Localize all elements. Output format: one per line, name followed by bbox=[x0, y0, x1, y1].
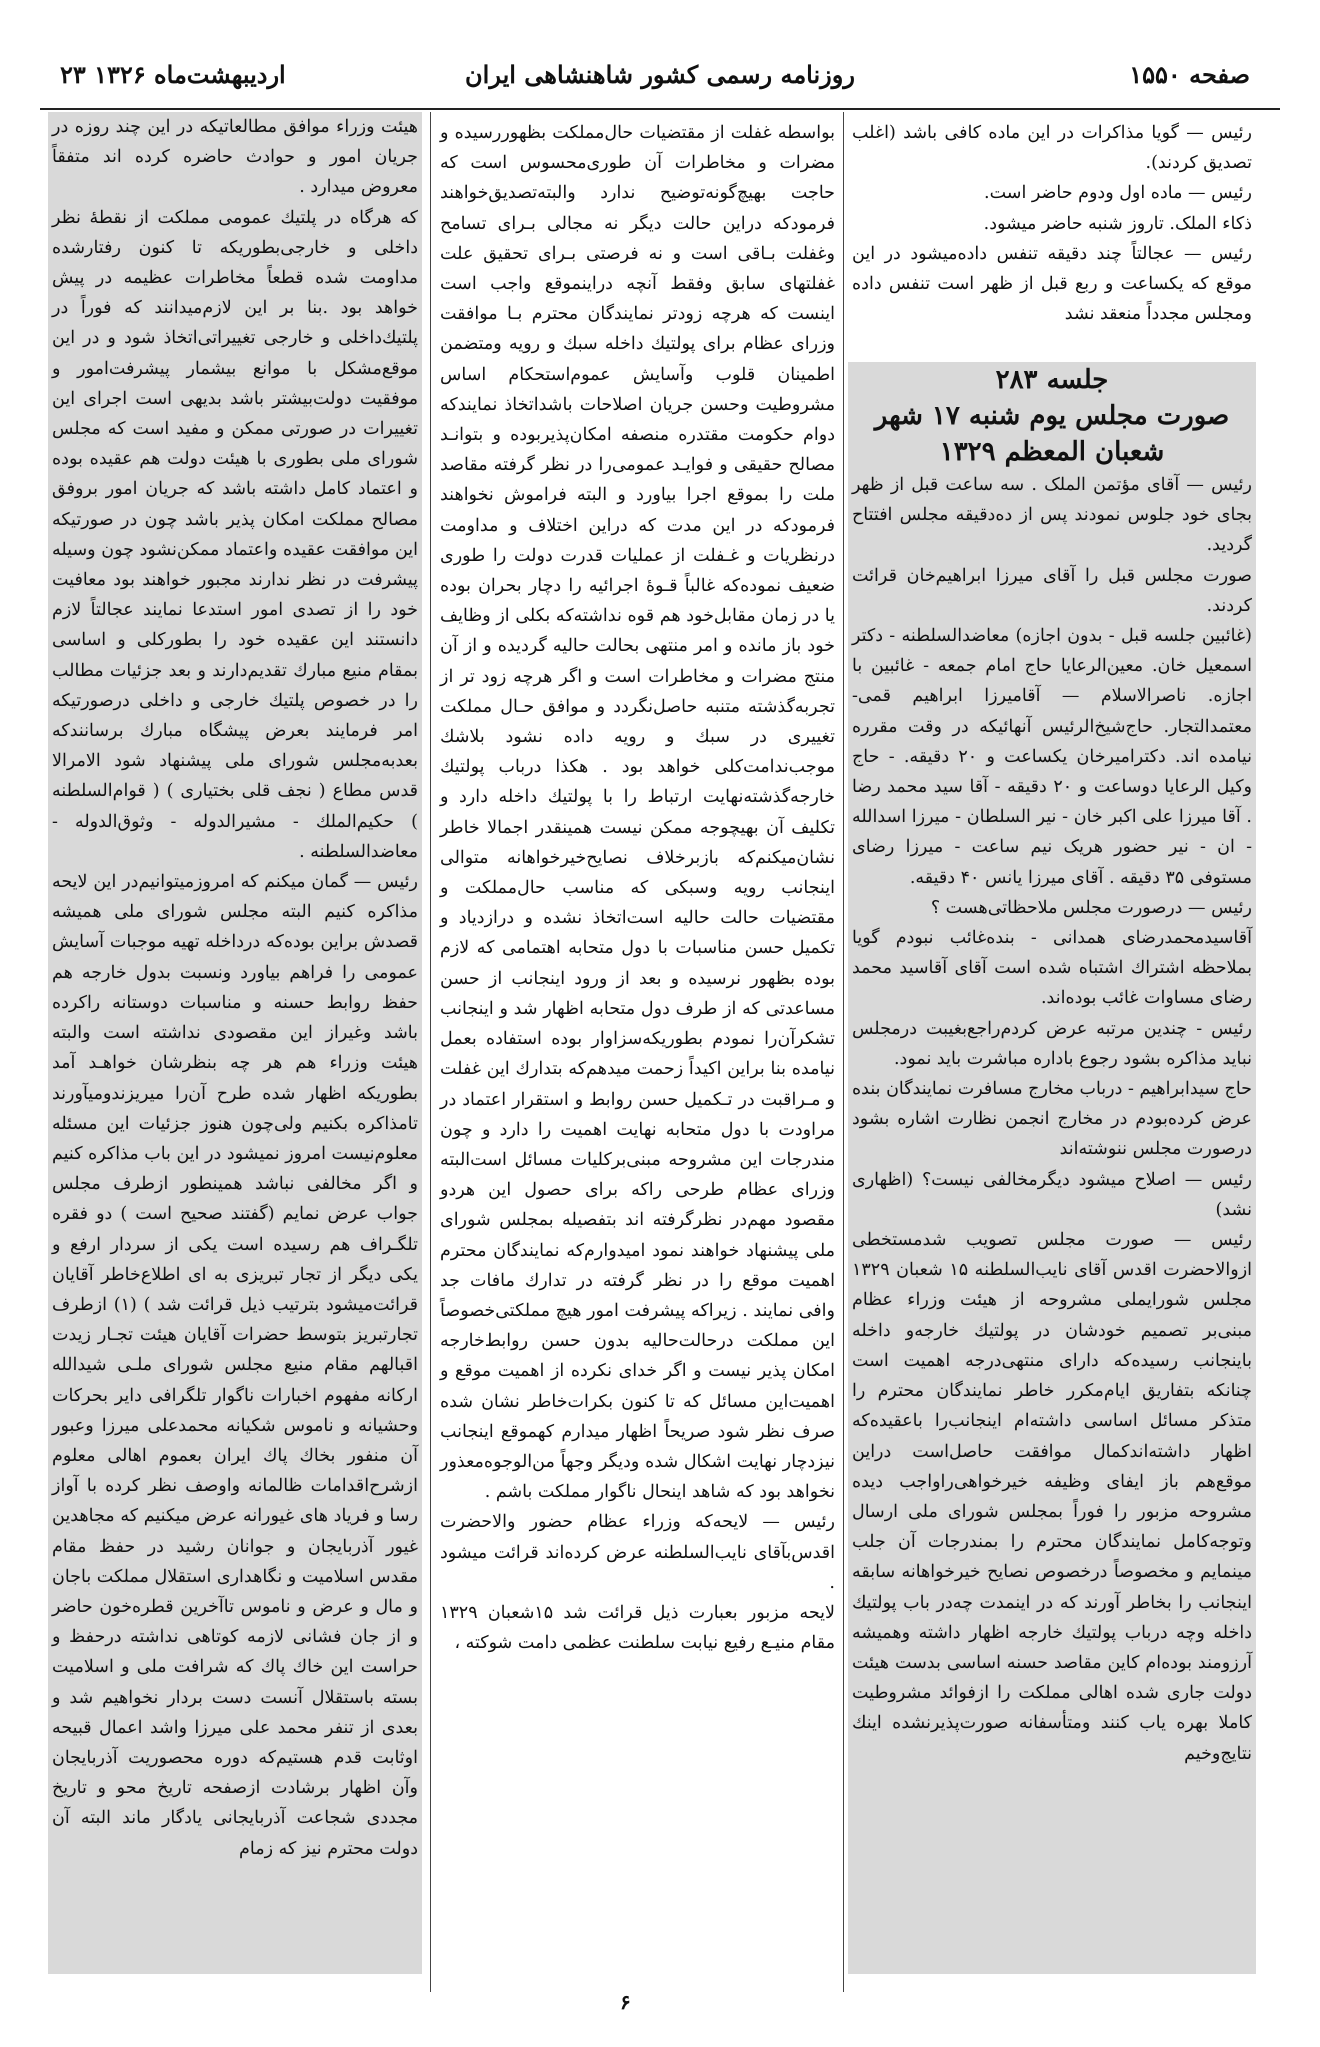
paragraph: حاج سیدابراهیم - درباب مخارج مسافرت نمایندگان بنده عرض کرده‌بودم در مخارج انجمن نظارت اشاره بشود درصورت مجلس ننوشته‌اند bbox=[852, 1079, 1252, 1160]
paragraph: رئیس — عجالتاً چند دقیقه تنفس داده‌میشود در این موقع که یکساعت و ربع قبل از ظهر است تنفس داده ومجلس مجدداً منعقد نشد bbox=[852, 243, 1252, 325]
column-divider bbox=[843, 112, 844, 1992]
column-divider bbox=[430, 112, 431, 1992]
issue-date: ۲۳ اردیبهشت‌ماه ۱۳۲۶ bbox=[60, 60, 286, 89]
paragraph: هیئت وزراء موافق مطالعاتیکه در این چند روزه در جریان امور و حوادث حاضره کرده اند متفقاً معروض میدارد . bbox=[52, 117, 418, 198]
paragraph: رئیس — درصورت مجلس ملاحظاتی‌هست ؟ bbox=[930, 897, 1252, 918]
column-left bbox=[48, 112, 422, 1974]
newspaper-title: روزنامه رسمی کشور شاهنشاهی ایران bbox=[465, 60, 855, 89]
paragraph: رئیس — لایحه‌که وزراء عظام حضور والاحضرت اقدس‌بآقای نایب‌السلطنه عرض کرده‌اند قرائت میشود . bbox=[440, 1512, 835, 1593]
header-rule bbox=[40, 108, 1280, 110]
paragraph: بواسطه غفلت از مقتضیات حال‌مملکت بظهوررسیده و مضرات و مخاطرات آن طوری‌محسوس است که حاجت بهیچ‌گونه‌توضیح ندارد والبته‌تصدیق‌خواهند فرمودکه دراین حالت دیگر نه مجالی بـرای تسامح وغفلت بـاقی است و نه فرصتی بـرای تحقیق علت غفلتهای سابق وفقط آنچه دراینموقع واجب است اینست که هرچه زودتر نمایندگان محترم بـا موافقت وزرای عظام برای پولتیك داخله سبك و رویه ومتضمن اطمینان قلوب وآسایش عموم‌استحکام اساس مشروطیت وحسن جریان اصلاحات باشداتخاذ نمایندکه دوام حکومت مقتدره منصفه امکان‌پذیربوده و بتوانـد مصالح حقیقی و فوایـد عمومی‌را در نظر گرفته مقاصد ملت را بموقع اجرا بیاورد و البته فراموش نخواهند فرمودکه در این مدت که دراین اختلاف و مداومت درنظریات و غـفلت از عملیات قدرت دولت را طوری ضعیف نموده‌که غالباً قـوهٔ اجرائیه را دچار بحران بوده یا در زمان مقابل‌خود هم قوه نداشته‌که بکلی از وظایف خود باز مانده و امر منتهی بحالت حالیه گردیده‌ و از آن منتج مضرات و مخاطرات است‌ ‌‌و اگر هرچه زود تر از تجربه‌گذشته متنبه حاصل‌نگردد و موافق حـال مملکت تغییری در سبك و رویه داده نشود بلاشك موجب‌ندامت‌کلی خواهد بود . هکذا درباب پولتیك خارجه‌گذشته‌نهایت ارتباط را با پولتیك داخله دارد و تکلیف آن بهیچوجه ممکن نیست همینقدر اجمالا خاطر نشان‌میکنم‌که بازبرخلاف نصایح‌خیرخواهانه متوالی اینجانب رویه وسبکی که مناسب حال‌مملکت و مقتضیات حالت حالیه است‌اتخاذ نشده و درازدیاد و تکمیل حسن مناسبات با دول متحابه اهتمامی که لازم بوده بظهور نرسیده و بعد از ورود اینجانب از حسن مساعدتی که از طرف دول متحابه اظهار شد و اینجانب تشکرآن‌را نمودم بطوریکه‌سزاوار بوده استفاده بعمل نیامده بنا براین اکیداً زحمت میدهم‌که بتدارك این غفلت و مـراقبت در تـکمیل حسن روابط و استقرار اعتماد در مراودت با دول متحابه نهایت اهمیت را دارد و چون مندرجات این مشروحه مبنی‌برکلیات مسائل است‌البته وزرای عظام طرحی را‌که برای حصول این هردو مقصود مهم‌در نظرگرفته اند بتفصیله بمجلس شورای ملی پیشنهاد خواهند نمود امیدوارم‌که نمایندگان محترم اهمیت موقع را در نظر گرفته در تدارك مافات جد وافی نمایند . زیراکه پیشرفت امور هیچ مملکتی‌خصوصاً این مملکت درحالت‌حالیه بدون حسن روابط‌خارجه امکان پذیر نیست و اگر خدای نکرده از اهمیت موقع و اهمیت‌این مسائل که تا کنون بکرات‌خاطر نشان شده صرف نظر شود صریحاً اظهار میدارم کهموقع اینجانب نیزدچار نهایت اشکال شده ودیگر وجهاً من‌الوجوه‌معذور نخواهد بود که شاهد اینحال ناگوار مملکت باشم . bbox=[440, 123, 835, 1503]
page-label: صفحه ۱۵۵۰ bbox=[1129, 60, 1250, 89]
paragraph: رئیس — گمان میکنم که امروزمیتوانیم‌در این لایحه مذاکره کنیم البته مجلس شورای ملی همیشه قصدش براین بوده‌که درداخله تهیه موجبات آسایش عمومی را فراهم بیاورد ونسبت بدول خارجه هم حفظ روابط حسنه و مناسبات دوستانه را‌کرده باشد وغیراز این مقصودی نداشته است والبته هیئت وزراء هم هر چه بنظرشان خواهـد آمد بطوریکه اظهار شده طرح آن‌را میریزندومیآورند تامذاکره بکنیم ولی‌چون هنوز جزئیات این مسئله معلوم‌نیست امروز نمیشود در این باب مذاکره کنیم و اگر مخالفی نباشد همینطور ازطرف مجلس جواب عرض نمایم (گفتند صحیح است ) دو فقره تلگـراف هم رسیده است یکی از سردار ارفع و یکی دیگر از تجار تبریزی به ای اطلاع‌خاطر آقایان قرائت‌میشود بترتیب ذیل قرائت شد ) (۱) ازطرف تجارتبریز بتوسط حضرات آقایان هیئت تجـار زیدت اقبالهم مقام منیع مجلس شورای ملـی شیدالله ارکانه مفهوم اخبارات ناگوار تلگرافی دایر بحرکات وحشیانه و ناموس شکیانه محمدعلی میرزا وعبور آن منفور بخاك پاك ایران بعموم اهالی معلوم ازشرح‌اقدامات ظالمانه واوصف نظر کرده با آواز رسا و فریاد های غیورانه عرض میکنیم که مجاهدین غیور آذربایجان و جوانان رشید در حفظ مقام مقدس اسلامیت و نگاهداری استقلال مملکت باجان و مال و عرض و ناموس تاآخرین قطره‌خون حاضر و از جان فشانی لازمه کوتاهی نداشته درحفظ و حراست این خاك پاك که شرافت ملی و اسلامیت بسته باستقلال آنست دست بردار نخواهیم شد و بعدی از تنفر محمد علی میرزا واشد اعمال قبیحه اوثابت قدم هستیم‌که دوره محصوریت آذربایجان وآن اظهار برشادت ازصفحه تاریخ محو و تاریخ مجددی شجاعت آذربایجانی یادگار ماند ‌البته آن دولت محترم نیز که زمام bbox=[52, 872, 418, 1859]
paragraph: که هرگاه در پلتیك عمومی مملکت از نقطهٔ نظر داخلی و خارجی‌بطوریکه تا کنون رفتارشده مداومت شده قطعاً مخاطرات عظیمه در پیش خواهد بود .بنا بر این لازم‌میدانند که فوراً در پلتیك‌داخلی و خارجی تغییراتی‌اتخاذ شود و در این موقع‌مشکل با موانع بیشمار پیشرفت‌امور و موفقیت دولت‌بیشتر باشد بدیهی است اجرای این تغییرات در صورتی ممکن و مفید است که مجلس شورای ملی بطوری با هیئت دولت هم عقیده بوده و اعتماد کامل داشته باشد که جریان امور بروفق مصالح مملکت امکان پذیر باشد چون در صورتیکه این موافقت عقیده واعتماد ممکن‌نشود چون وسیله پیشرفت در نظر ندارند مجبور خواهند بود معافیت خود را از تصدی امور استدعا نمایند عجالتاً لازم دانستند این عقیده خود را بطورکلی و اساسی بمقام منیع مبارك تقدیم‌دارند و بعد جزئیات مطالب را در خصوص پلتیك خارجی و داخلی درصورتیکه امر فرمایند بعرض پیشگاه مبارك برسانند‌که بعد‌به‌مجلس شورای ملی پیشنهاد شود الامرالا قدس مطاع ( نجف قلی بختیاری ) ( قوام‌السلطنه ) حکیم‌الملك - مشیرالدوله - وثوق‌الدوله - معاضدالسلطنه . bbox=[52, 207, 418, 862]
page-header bbox=[40, 52, 1280, 108]
paragraph: (غائبین جلسه قبل - بدون اجازه) معاضدالسلطنه - دکتر اسمعیل خان. معین‌الرعایا حاج امام جمعه - غائبین با اجازه. ناصرالاسلام — آقامیرزا ابراهیم قمی- معتمدالتجار. حاج‌شیخ‌الرئیس آنهائیکه در وقت مقرره نیامده اند. دکترامیرخان یکساعت و ۲۰ دقیقه. - حاج وکیل الرعایا دوساعت و ۲۰ دقیقه - آقا سید محمد رضا . آقا میرزا علی اکبر خان - نیر السلطان - میرزا اسدالله - ان - نیر حضور هریک نیم ساعت - میرزا رضای مستوفی ۳۵ دقیقه . آقای میرزا یانس ۴۰ دقیقه. bbox=[852, 626, 1252, 888]
paragraph: ذکاء الملک. تاروز شنبه حاضر میشود. bbox=[983, 213, 1252, 234]
column-middle bbox=[440, 118, 835, 1658]
column-right bbox=[852, 118, 1252, 329]
paragraph: رئیس - چندین مرتبه عرض کردم‌راجع‌بغیبت درمجلس نباید مذاکره بشود رجوع باداره مباشرت باید نمود. bbox=[852, 1018, 1252, 1069]
session-title: جلسه ۲۸۳ bbox=[995, 365, 1109, 395]
paragraph: رئیس — اصلاح میشود دیگرمخالفی نیست؟ (اظهاری نشد) bbox=[852, 1169, 1252, 1220]
paragraph: رئیس — گویا مذاکرات در این ماده کافی باشد (اغلب تصدیق کردند). bbox=[852, 123, 1252, 174]
paragraph: رئیس — صورت مجلس تصویب شدمستخطی ازوالاحضرت اقدس آقای نایب‌السلطنه ۱۵ شعبان ۱۳۲۹ مجلس شورایملی مشروحه از هیئت وزراء عظام مبنی‌بر تصمیم خودشان در پولتیك خارجه‌و داخله باینجانب رسیده‌که دارای منتهی‌درجه اهمیت است چنانکه بتفاریق ایام‌مکرر خاطر نمایندگان محترم را متذکر مسائل اساسی داشته‌ام اینجانب‌را باعقیده‌که اظهار داشته‌اند‌کمال موافقت حاصل‌است دراین موقع‌هم باز ایفای وظیفه خیرخواهی‌راواجب دیده مشروحه مزبور را فوراً بمجلس شورای ملی ارسال وتوجه‌کامل نمایندگان محترم را بمندرجات آن جلب مینمایم و مخصوصاً درخصوص نصایح خیرخواهانه سابقه اینجانب را بخاطر آورند که در اینمدت چه‌در باب پولتیك داخله وچه درباب پولتیك خارجه اظهار داشته وهمیشه آرزومند بوده‌ام کاین مقاصد حسنه اساسی بدست هیئت دولت جاری شده اهالی مملکت را ازفوائد مشروطیت کاملا بهره یاب کنند ومتأسفانه صورت‌پذیرنشده اینك نتایج‌وخیم bbox=[852, 1230, 1253, 1764]
paragraph: لایحه مزبور بعبارت ذیل قرائت شد ۱۵شعبان ۱۳۲۹ مقام منیـع رفیع نیابت سلطنت عظمی دامت شوکته ، bbox=[440, 1602, 835, 1654]
session-subtitle: صورت مجلس یوم شنبه ۱۷ شهر شعبان المعظم ۱۳۲۹ bbox=[874, 401, 1230, 467]
paragraph: آقاسیدمحمدرضای همدانی - بنده‌غائب نبودم گویا بملاحظه اشتراك اشتباه شده است آقای آقاسید محمد رضای مساوات غائب بوده‌اند. bbox=[852, 928, 1252, 1009]
session-block bbox=[848, 362, 1256, 1974]
paragraph: رئیس — آقای مؤتمن الملک . سه ساعت قبل از ظهر بجای خود جلوس نمودند پس از ده‌دقیقه مجلس افتتاح گردید. bbox=[852, 475, 1252, 556]
paragraph: رئیس — ماده اول ودوم حاضر است. bbox=[984, 183, 1252, 204]
paragraph: صورت مجلس قبل را آقای میرزا ابراهیم‌خان قرائت کردند. bbox=[852, 565, 1252, 616]
page-number: ۶ bbox=[620, 1990, 631, 2014]
